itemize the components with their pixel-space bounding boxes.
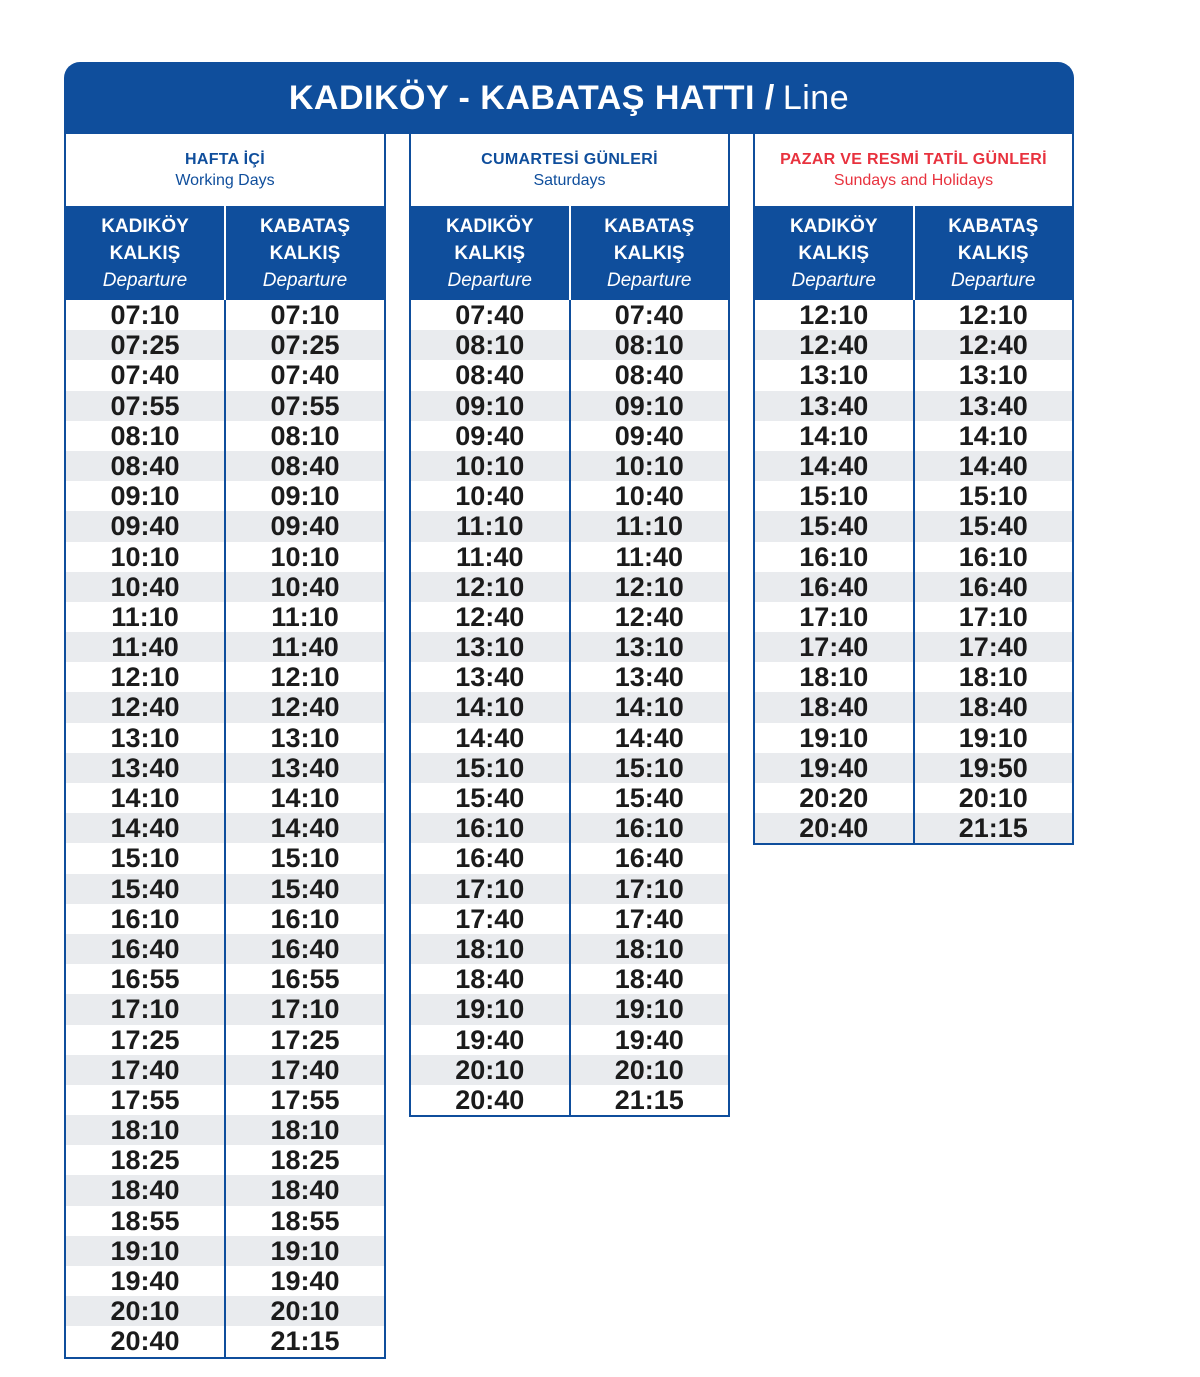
departure-time: 19:40 xyxy=(755,753,913,783)
departure-time: 17:10 xyxy=(66,994,224,1024)
departure-time: 13:10 xyxy=(958,360,1028,391)
departure-time: 14:40 xyxy=(614,722,684,753)
departure-time: 08:10 xyxy=(270,420,340,451)
departure-time: 15:40 xyxy=(915,511,1073,541)
departure-time: 20:10 xyxy=(411,1055,569,1085)
departure-time: 15:10 xyxy=(571,753,729,783)
departure-time: 12:40 xyxy=(915,330,1073,360)
departure-time: 15:10 xyxy=(411,753,569,783)
times-table xyxy=(411,300,728,1115)
departure-time: 17:40 xyxy=(755,632,913,662)
departure-time: 08:10 xyxy=(571,330,729,360)
departure-time: 17:55 xyxy=(270,1084,340,1115)
departure-time: 10:10 xyxy=(411,451,569,481)
departure-time: 17:40 xyxy=(66,1055,224,1085)
departure-time: 07:10 xyxy=(110,300,180,330)
departure-time: 14:40 xyxy=(66,813,224,843)
departure-time: 13:40 xyxy=(755,391,913,421)
departure-time: 19:40 xyxy=(110,1266,180,1296)
departure-time: 12:10 xyxy=(958,300,1028,330)
departure-time: 15:40 xyxy=(755,511,913,541)
departure-time: 11:40 xyxy=(66,632,224,662)
panel-title-tr: CUMARTESİ GÜNLERİ xyxy=(481,150,658,168)
departure-time: 18:10 xyxy=(958,662,1028,693)
departure-time: 09:10 xyxy=(270,481,340,512)
departure-time: 20:20 xyxy=(799,783,869,813)
departure-time: 13:40 xyxy=(915,391,1073,421)
kabatas-departure-header: KABATAŞ KALKIŞ Departure xyxy=(948,215,1039,291)
departure-time: 13:10 xyxy=(110,722,180,753)
departure-time: 20:10 xyxy=(226,1296,384,1326)
departure-time: 10:40 xyxy=(455,481,525,512)
departure-time: 20:40 xyxy=(110,1326,180,1357)
departure-time: 09:40 xyxy=(66,511,224,541)
departure-time: 14:40 xyxy=(915,451,1073,481)
departure-time: 07:40 xyxy=(270,360,340,391)
panel-title-tr: PAZAR VE RESMİ TATİL GÜNLERİ xyxy=(780,150,1047,168)
departure-time: 12:40 xyxy=(614,601,684,632)
panel-header xyxy=(755,134,1072,206)
column-headers xyxy=(66,206,384,300)
departure-time: 20:10 xyxy=(958,783,1028,813)
departure-time: 19:10 xyxy=(799,722,869,753)
departure-time: 14:10 xyxy=(270,783,340,813)
departure-time: 07:25 xyxy=(66,330,224,360)
departure-time: 09:10 xyxy=(110,481,180,512)
departure-time: 12:40 xyxy=(226,692,384,722)
panel-saturdays xyxy=(409,134,730,1117)
departure-time: 18:40 xyxy=(455,964,525,995)
departure-time: 14:40 xyxy=(226,813,384,843)
departure-time: 13:40 xyxy=(66,753,224,783)
departure-time: 10:10 xyxy=(270,541,340,572)
departure-time: 15:10 xyxy=(799,481,869,512)
departure-time: 16:40 xyxy=(915,572,1073,602)
departure-time: 10:10 xyxy=(110,541,180,572)
departure-time: 15:10 xyxy=(270,843,340,874)
departure-time: 18:10 xyxy=(799,662,869,693)
departure-time: 12:10 xyxy=(571,572,729,602)
departure-time: 19:10 xyxy=(66,1236,224,1266)
departure-time: 16:55 xyxy=(270,964,340,995)
departure-time: 10:40 xyxy=(614,481,684,512)
departure-time: 11:40 xyxy=(226,632,384,662)
departure-time: 17:10 xyxy=(226,994,384,1024)
departure-time: 14:40 xyxy=(755,451,913,481)
departure-time: 07:55 xyxy=(66,391,224,421)
departure-time: 17:25 xyxy=(110,1024,180,1055)
line-title-banner xyxy=(64,62,1074,134)
departure-time: 16:40 xyxy=(755,572,913,602)
departure-time: 17:40 xyxy=(455,903,525,934)
departure-time: 18:10 xyxy=(226,1115,384,1145)
departure-time: 10:40 xyxy=(66,572,224,602)
departure-time: 08:10 xyxy=(110,420,180,451)
departure-time: 17:10 xyxy=(958,601,1028,632)
departure-time: 20:40 xyxy=(455,1084,525,1115)
panel-header xyxy=(411,134,728,206)
departure-time: 12:40 xyxy=(66,692,224,722)
departure-time: 16:10 xyxy=(571,813,729,843)
departure-time: 13:10 xyxy=(571,632,729,662)
departure-time: 16:40 xyxy=(614,843,684,874)
departure-time: 20:10 xyxy=(66,1296,224,1326)
line-title-suffix: Line xyxy=(782,78,850,117)
departure-time: 12:10 xyxy=(270,662,340,693)
panel-title-en: Sundays and Holidays xyxy=(833,171,994,189)
kadikoy-times xyxy=(66,300,226,1357)
times-table xyxy=(66,300,384,1357)
departure-time: 19:40 xyxy=(614,1024,684,1055)
departure-time: 15:10 xyxy=(958,481,1028,512)
departure-time: 11:10 xyxy=(111,601,179,632)
departure-time: 19:40 xyxy=(270,1266,340,1296)
departure-time: 16:10 xyxy=(958,541,1028,572)
departure-time: 13:10 xyxy=(270,722,340,753)
departure-time: 18:55 xyxy=(110,1205,180,1236)
departure-time: 19:10 xyxy=(226,1236,384,1266)
kadikoy-times xyxy=(411,300,571,1115)
departure-time: 17:40 xyxy=(614,903,684,934)
departure-time: 15:40 xyxy=(226,874,384,904)
departure-time: 18:10 xyxy=(571,934,729,964)
kadikoy-departure-header: KADIKÖY KALKIŞ Departure xyxy=(755,206,915,300)
departure-time: 12:10 xyxy=(110,662,180,693)
departure-time: 09:40 xyxy=(614,420,684,451)
panel-title-en: Working Days xyxy=(175,171,275,189)
departure-time: 17:25 xyxy=(270,1024,340,1055)
departure-time: 09:10 xyxy=(411,391,569,421)
departure-time: 19:50 xyxy=(915,753,1073,783)
departure-time: 13:40 xyxy=(455,662,525,693)
departure-time: 14:10 xyxy=(571,692,729,722)
panel-title-en: Saturdays xyxy=(533,171,606,189)
departure-time: 21:15 xyxy=(614,1084,684,1115)
departure-time: 10:10 xyxy=(571,451,729,481)
departure-time: 11:40 xyxy=(615,541,684,572)
departure-time: 16:40 xyxy=(66,934,224,964)
departure-time: 07:40 xyxy=(614,300,684,330)
departure-time: 18:25 xyxy=(270,1145,340,1176)
departure-time: 16:10 xyxy=(270,903,340,934)
departure-time: 09:40 xyxy=(226,511,384,541)
departure-time: 14:10 xyxy=(411,692,569,722)
panel-header xyxy=(66,134,384,206)
departure-time: 14:40 xyxy=(455,722,525,753)
departure-time: 11:10 xyxy=(271,601,339,632)
departure-time: 21:15 xyxy=(915,813,1073,843)
kabatas-departure-header: KABATAŞ KALKIŞ Departure xyxy=(604,215,695,291)
departure-time: 17:10 xyxy=(571,874,729,904)
column-headers xyxy=(411,206,728,300)
departure-time: 08:10 xyxy=(411,330,569,360)
departure-time: 19:40 xyxy=(455,1024,525,1055)
departure-time: 19:10 xyxy=(958,722,1028,753)
departure-time: 12:10 xyxy=(411,572,569,602)
departure-time: 09:10 xyxy=(571,391,729,421)
departure-time: 18:40 xyxy=(614,964,684,995)
departure-time: 17:40 xyxy=(915,632,1073,662)
departure-time: 18:40 xyxy=(755,692,913,722)
panel-working-days xyxy=(64,134,386,1359)
departure-time: 14:10 xyxy=(958,420,1028,451)
departure-time: 08:40 xyxy=(226,451,384,481)
departure-time: 16:10 xyxy=(110,903,180,934)
departure-time: 18:25 xyxy=(110,1145,180,1176)
departure-time: 08:40 xyxy=(614,360,684,391)
departure-time: 18:40 xyxy=(915,692,1073,722)
departure-time: 18:40 xyxy=(66,1175,224,1205)
departure-time: 18:55 xyxy=(270,1205,340,1236)
departure-time: 08:40 xyxy=(455,360,525,391)
departure-time: 14:10 xyxy=(110,783,180,813)
departure-time: 07:40 xyxy=(110,360,180,391)
departure-time: 17:10 xyxy=(411,874,569,904)
kabatas-departure-header: KABATAŞ KALKIŞ Departure xyxy=(259,215,351,291)
departure-time: 11:40 xyxy=(455,541,524,572)
departure-time: 16:10 xyxy=(411,813,569,843)
departure-time: 07:10 xyxy=(270,300,340,330)
departure-time: 12:10 xyxy=(799,300,869,330)
departure-time: 12:40 xyxy=(455,601,525,632)
kadikoy-departure-header: KADIKÖY KALKIŞ Departure xyxy=(411,206,571,300)
departure-time: 13:10 xyxy=(411,632,569,662)
departure-time: 11:10 xyxy=(571,511,729,541)
departure-time: 09:40 xyxy=(455,420,525,451)
panel-title-tr: HAFTA İÇİ xyxy=(184,150,266,168)
departure-time: 21:15 xyxy=(270,1326,340,1357)
panel-sundays-holidays xyxy=(753,134,1074,845)
departure-time: 15:40 xyxy=(66,874,224,904)
times-table xyxy=(755,300,1072,843)
kadikoy-departure-header: KADIKÖY KALKIŞ Departure xyxy=(66,206,226,300)
kabatas-times xyxy=(226,300,384,1357)
departure-time: 18:10 xyxy=(411,934,569,964)
departure-time: 07:55 xyxy=(226,391,384,421)
departure-time: 20:40 xyxy=(755,813,913,843)
departure-time: 19:10 xyxy=(411,994,569,1024)
departure-time: 12:40 xyxy=(755,330,913,360)
departure-time: 16:40 xyxy=(455,843,525,874)
departure-time: 11:10 xyxy=(411,511,569,541)
departure-time: 13:40 xyxy=(614,662,684,693)
departure-time: 13:40 xyxy=(226,753,384,783)
departure-time: 15:40 xyxy=(455,783,525,813)
line-title: KADIKÖY - KABATAŞ HATTI / xyxy=(288,78,775,117)
departure-time: 15:40 xyxy=(614,783,684,813)
departure-time: 20:10 xyxy=(571,1055,729,1085)
departure-time: 17:55 xyxy=(110,1084,180,1115)
departure-time: 07:40 xyxy=(455,300,525,330)
departure-time: 19:10 xyxy=(571,994,729,1024)
departure-time: 16:55 xyxy=(110,964,180,995)
departure-time: 17:10 xyxy=(799,601,869,632)
departure-time: 10:40 xyxy=(226,572,384,602)
departure-time: 08:40 xyxy=(66,451,224,481)
departure-time: 17:40 xyxy=(226,1055,384,1085)
departure-time: 14:10 xyxy=(799,420,869,451)
kabatas-times xyxy=(915,300,1073,843)
kadikoy-times xyxy=(755,300,915,843)
departure-time: 15:10 xyxy=(110,843,180,874)
kabatas-times xyxy=(571,300,729,1115)
departure-time: 07:25 xyxy=(226,330,384,360)
departure-time: 18:40 xyxy=(226,1175,384,1205)
departure-time: 13:10 xyxy=(799,360,869,391)
column-headers xyxy=(755,206,1072,300)
departure-time: 18:10 xyxy=(66,1115,224,1145)
departure-time: 16:40 xyxy=(226,934,384,964)
departure-time: 16:10 xyxy=(799,541,869,572)
